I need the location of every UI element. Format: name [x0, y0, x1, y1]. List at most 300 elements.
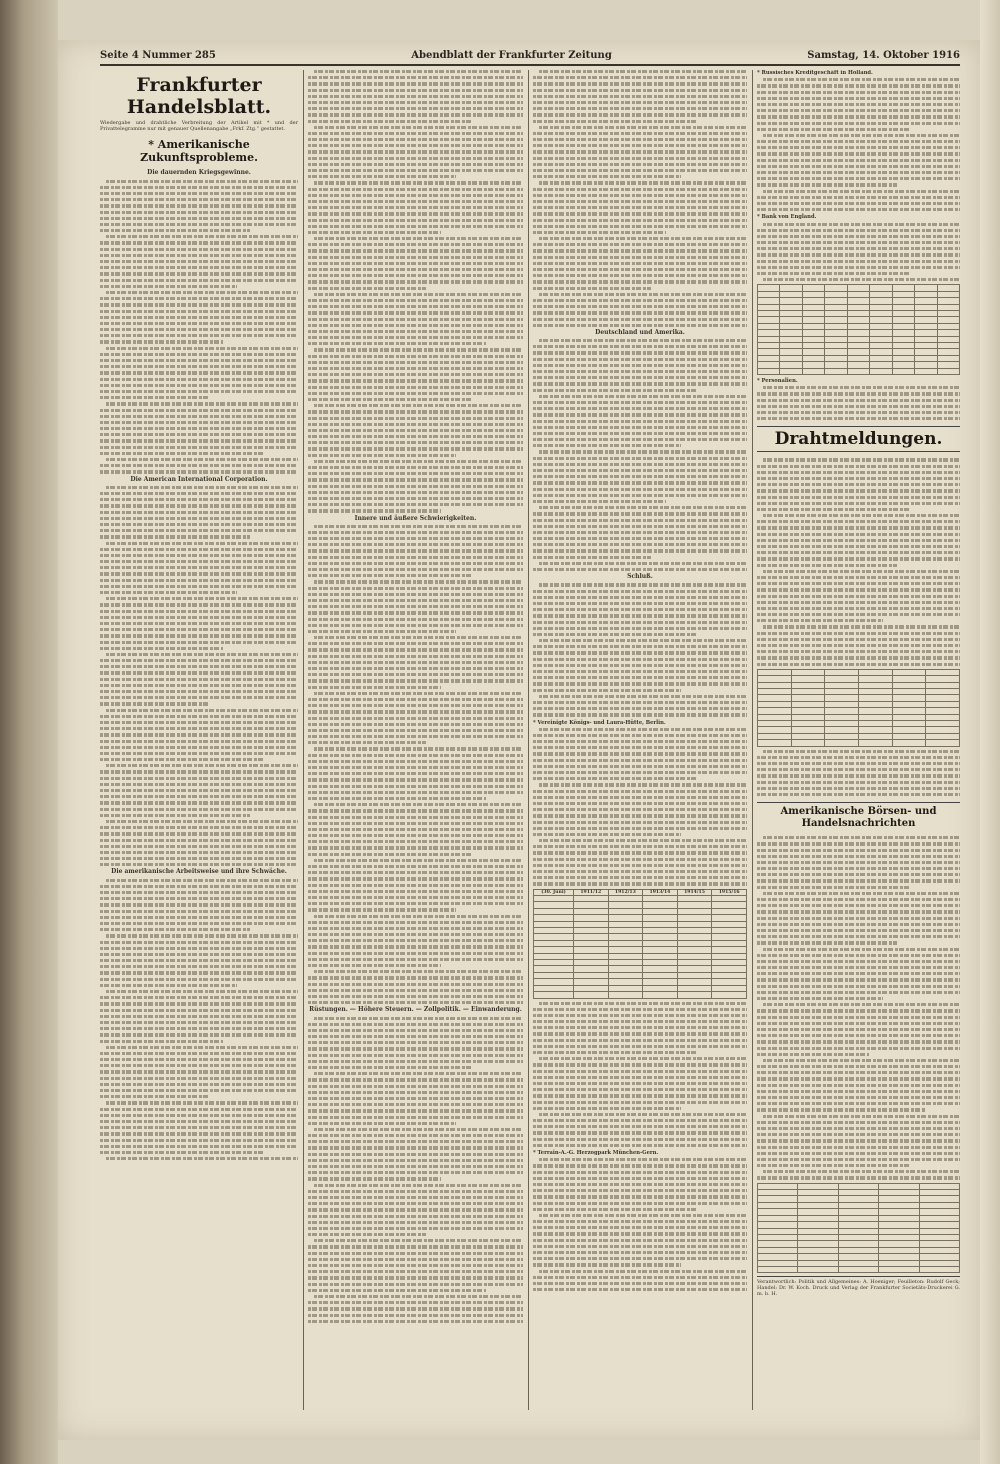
masthead [100, 46, 960, 66]
text-line [308, 593, 523, 596]
text-line [308, 373, 523, 376]
text-line [100, 1015, 298, 1018]
text-line [100, 535, 250, 538]
text-line [533, 150, 747, 153]
text-line [308, 243, 523, 246]
article-title: * Amerikanische Zukunftsprobleme. [140, 138, 258, 165]
text-line [533, 796, 747, 799]
text-line [757, 1040, 960, 1043]
text-line [100, 334, 298, 337]
text-line [308, 983, 523, 986]
text-line [100, 814, 250, 817]
text-line [100, 715, 298, 718]
text-line [314, 1072, 523, 1075]
text-line [533, 249, 747, 252]
text-line [314, 181, 523, 184]
text-line [757, 650, 960, 653]
text-line [757, 171, 960, 174]
text-line [308, 1146, 523, 1149]
book-binding [0, 0, 58, 1464]
text-line [533, 1226, 747, 1229]
text-line [308, 797, 486, 800]
text-line [308, 822, 523, 825]
text-line [100, 634, 298, 637]
text-line [308, 902, 523, 905]
text-line [308, 964, 441, 967]
text-line [539, 506, 747, 509]
text-line [100, 978, 298, 981]
text-line [757, 128, 911, 131]
article-body [308, 70, 523, 513]
text-line [539, 1057, 747, 1060]
text-line [533, 651, 747, 654]
text-line [308, 976, 523, 979]
text-line [533, 790, 747, 793]
text-line [100, 665, 298, 668]
text-line [308, 723, 523, 726]
table-cell [791, 740, 825, 746]
text-line [100, 1145, 298, 1148]
text-line [533, 1008, 747, 1011]
text-line [100, 1095, 209, 1098]
text-line [308, 809, 523, 812]
text-line [308, 107, 523, 110]
text-line [100, 916, 298, 919]
text-line [533, 1208, 696, 1211]
text-line [533, 633, 696, 636]
text-line [100, 517, 298, 520]
text-line [100, 322, 298, 325]
text-line [100, 396, 209, 399]
text-line [757, 787, 960, 790]
text-line [314, 580, 523, 583]
text-line [314, 70, 523, 73]
text-line [100, 795, 298, 798]
text-line [533, 701, 747, 704]
text-line [757, 229, 960, 232]
text-line [100, 427, 298, 430]
text-line [308, 785, 523, 788]
text-line [308, 543, 523, 546]
text-line [757, 762, 960, 765]
text-line [308, 472, 523, 475]
table-cell [758, 368, 780, 374]
table-cell [838, 1266, 878, 1272]
text-line [100, 628, 298, 631]
text-line [533, 256, 747, 259]
text-line [757, 471, 960, 474]
text-line [308, 1208, 523, 1211]
text-line [757, 97, 960, 100]
text-line [757, 638, 960, 641]
text-line [100, 845, 298, 848]
text-line [308, 834, 523, 837]
text-line [106, 934, 298, 937]
text-line [757, 183, 897, 186]
text-line [314, 348, 523, 351]
text-line [308, 212, 523, 215]
article-body [757, 78, 960, 211]
table-cell [926, 740, 960, 746]
text-line [100, 826, 298, 829]
text-line [757, 1108, 925, 1111]
column-3 [533, 70, 747, 1410]
text-line [106, 709, 298, 712]
article-body [100, 486, 298, 867]
text-line [539, 1002, 747, 1005]
text-line [314, 460, 523, 463]
text-line [763, 223, 960, 226]
text-line [100, 959, 298, 962]
text-line [308, 562, 523, 565]
table-header-cell: 1913/14 [643, 889, 678, 895]
text-line [100, 863, 298, 866]
text-line [100, 523, 298, 526]
text-line [533, 475, 747, 478]
text-line [100, 464, 298, 467]
text-line [533, 1131, 747, 1134]
text-line [308, 939, 523, 942]
text-line [757, 632, 960, 635]
article-body [757, 386, 960, 420]
text-line [308, 1289, 486, 1292]
text-line [106, 291, 298, 294]
text-line [539, 839, 747, 842]
text-line [100, 696, 298, 699]
text-line [533, 1032, 747, 1035]
text-line [533, 413, 747, 416]
text-line [763, 278, 960, 281]
text-line [533, 138, 747, 141]
text-line [308, 754, 523, 757]
text-line [100, 996, 298, 999]
subheading: Die amerikanische Arbeitsweise und ihre Schwäche. [111, 868, 287, 876]
text-line [533, 658, 747, 661]
text-line [308, 225, 523, 228]
text-line [533, 200, 747, 203]
text-line [308, 1196, 523, 1199]
text-line [308, 1116, 523, 1119]
text-line [763, 134, 960, 137]
text-line [533, 457, 747, 460]
text-line [757, 208, 960, 211]
text-line [533, 345, 747, 348]
article-body [757, 750, 960, 797]
text-line [757, 235, 960, 238]
article-body [757, 223, 960, 282]
text-line [533, 500, 666, 503]
exchange-table [757, 669, 960, 747]
text-line [100, 659, 298, 662]
text-line [308, 231, 441, 234]
text-line [763, 514, 960, 517]
text-line [100, 965, 298, 968]
text-line [757, 411, 960, 414]
text-line [533, 827, 747, 830]
text-line [308, 667, 523, 670]
text-line [533, 420, 747, 423]
text-line [100, 733, 298, 736]
text-line [308, 1177, 441, 1180]
text-line [533, 274, 747, 277]
text-line [533, 157, 747, 160]
table-cell [825, 740, 859, 746]
text-line [100, 353, 298, 356]
text-line [100, 198, 298, 201]
text-line [100, 266, 298, 269]
text-line [763, 78, 960, 81]
text-line [308, 157, 523, 160]
text-line [100, 971, 298, 974]
text-line [757, 1121, 960, 1124]
text-line [757, 619, 883, 622]
text-line [100, 903, 298, 906]
text-line [533, 389, 696, 392]
text-line [100, 297, 298, 300]
text-line [757, 1158, 960, 1161]
text-line [100, 1114, 298, 1117]
article-body [533, 1158, 747, 1291]
text-line [539, 1270, 747, 1273]
text-line [308, 1215, 523, 1218]
text-line [533, 243, 747, 246]
text-line [308, 138, 523, 141]
text-line [533, 76, 747, 79]
article-body [533, 70, 747, 327]
text-line [533, 1282, 747, 1285]
text-line [100, 572, 298, 575]
text-line [308, 735, 523, 738]
text-line [106, 1046, 298, 1049]
text-line [308, 361, 523, 364]
column-rule [752, 70, 753, 1410]
text-line [533, 101, 747, 104]
text-line [308, 760, 523, 763]
text-line [533, 107, 747, 110]
text-line [100, 192, 298, 195]
text-line [314, 293, 523, 296]
text-line [308, 305, 523, 308]
text-line [100, 241, 298, 244]
text-line [533, 324, 747, 327]
table-cell [919, 1266, 959, 1272]
text-line [100, 390, 298, 393]
text-line [100, 641, 298, 644]
text-line [308, 491, 523, 494]
text-line [757, 1028, 960, 1031]
text-line [763, 1003, 960, 1006]
text-line [308, 945, 523, 948]
text-line [100, 591, 237, 594]
text-line [308, 355, 523, 358]
text-line [757, 842, 960, 845]
text-line [308, 729, 523, 732]
text-line [100, 910, 298, 913]
text-line [533, 370, 747, 373]
text-line [100, 272, 298, 275]
text-line [757, 417, 960, 420]
text-line [757, 1065, 960, 1068]
text-line [757, 159, 960, 162]
text-line [100, 204, 298, 207]
text-line [539, 70, 747, 73]
text-line [757, 756, 960, 759]
article-body [100, 180, 298, 474]
text-line [757, 978, 960, 981]
text-line [314, 859, 523, 862]
article-body [100, 879, 298, 1161]
text-line [757, 399, 960, 402]
text-line [763, 750, 960, 753]
text-line [533, 1125, 747, 1128]
text-line [308, 772, 523, 775]
text-line [106, 402, 298, 405]
text-line [308, 318, 523, 321]
text-line [106, 653, 298, 656]
text-line [100, 384, 298, 387]
text-line [757, 1071, 960, 1074]
text-line [757, 545, 960, 548]
text-line [308, 630, 456, 633]
text-line [533, 864, 747, 867]
text-line [533, 1101, 747, 1104]
text-line [308, 1047, 523, 1050]
text-line [100, 223, 298, 226]
text-line [308, 1159, 523, 1162]
text-line [533, 1276, 747, 1279]
text-line [308, 485, 523, 488]
text-line [757, 781, 960, 784]
text-line [100, 470, 298, 473]
text-line [533, 870, 747, 873]
text-line [533, 549, 747, 552]
text-line [308, 1001, 523, 1004]
text-line [308, 1258, 523, 1261]
text-line [757, 898, 960, 901]
text-line [308, 417, 523, 420]
text-line [100, 740, 298, 743]
text-line [533, 1070, 747, 1073]
text-line [100, 186, 298, 189]
text-line [533, 287, 651, 290]
text-line [757, 1164, 911, 1167]
text-line [100, 365, 298, 368]
text-line [308, 710, 523, 713]
text-line [100, 433, 298, 436]
text-line [308, 478, 523, 481]
text-line [533, 132, 747, 135]
page-edge [980, 0, 1000, 1464]
text-line [757, 941, 897, 944]
text-line [533, 95, 747, 98]
text-line [308, 1097, 523, 1100]
table-cell [573, 992, 608, 998]
text-line [100, 585, 298, 588]
table-cell [937, 368, 960, 374]
table-cell [825, 368, 847, 374]
text-line [308, 611, 523, 614]
text-line [100, 1033, 298, 1036]
text-line [308, 1270, 523, 1273]
text-line [533, 519, 747, 522]
text-line [533, 82, 747, 85]
text-line [308, 865, 523, 868]
subheading: Die American International Corporation. [130, 475, 268, 483]
text-line [314, 1128, 523, 1131]
text-line [308, 605, 523, 608]
text-line [308, 1066, 471, 1069]
text-line [314, 915, 523, 918]
text-line [100, 1089, 298, 1092]
text-line [308, 175, 456, 178]
text-line [533, 1107, 681, 1110]
article-body [308, 525, 523, 1005]
text-line [763, 190, 960, 193]
text-line [100, 984, 237, 987]
text-line [763, 836, 960, 839]
text-line [100, 783, 298, 786]
text-line [100, 1009, 298, 1012]
text-line [308, 1307, 523, 1310]
text-line [106, 879, 298, 882]
table-row [758, 368, 960, 374]
text-line [106, 347, 298, 350]
text-line [308, 828, 523, 831]
text-line [757, 960, 960, 963]
text-line [100, 770, 298, 773]
text-line [100, 452, 264, 455]
text-line [533, 1094, 747, 1097]
text-line [308, 778, 523, 781]
text-line [100, 279, 298, 282]
text-line [757, 272, 911, 275]
text-line [314, 692, 523, 695]
text-line [533, 1288, 747, 1291]
text-line [533, 602, 747, 605]
text-line [757, 582, 960, 585]
text-line [757, 774, 960, 777]
text-line [533, 376, 747, 379]
text-line [757, 196, 960, 199]
text-line [308, 871, 523, 874]
text-line [533, 833, 681, 836]
text-line [757, 1102, 960, 1105]
text-line [100, 316, 298, 319]
text-line [100, 579, 298, 582]
text-line [533, 401, 747, 404]
text-line [533, 351, 747, 354]
text-line [308, 599, 523, 602]
text-line [308, 120, 471, 123]
text-line [757, 146, 960, 149]
text-line [100, 1139, 298, 1142]
text-line [106, 458, 298, 461]
text-line [757, 972, 960, 975]
table-header-cell: 1911/12 [573, 889, 608, 895]
text-line [314, 803, 523, 806]
company-heading: * Terrain-A.-G. Herzogpark München-Gern. [533, 1150, 659, 1157]
text-line [539, 562, 747, 565]
column-2 [308, 70, 523, 1410]
text-line [533, 759, 747, 762]
text-line [533, 590, 747, 593]
text-line [308, 89, 523, 92]
table-row [758, 1266, 960, 1272]
text-line [308, 1153, 523, 1156]
text-line [533, 364, 747, 367]
text-line [308, 249, 523, 252]
text-line [757, 1009, 960, 1012]
